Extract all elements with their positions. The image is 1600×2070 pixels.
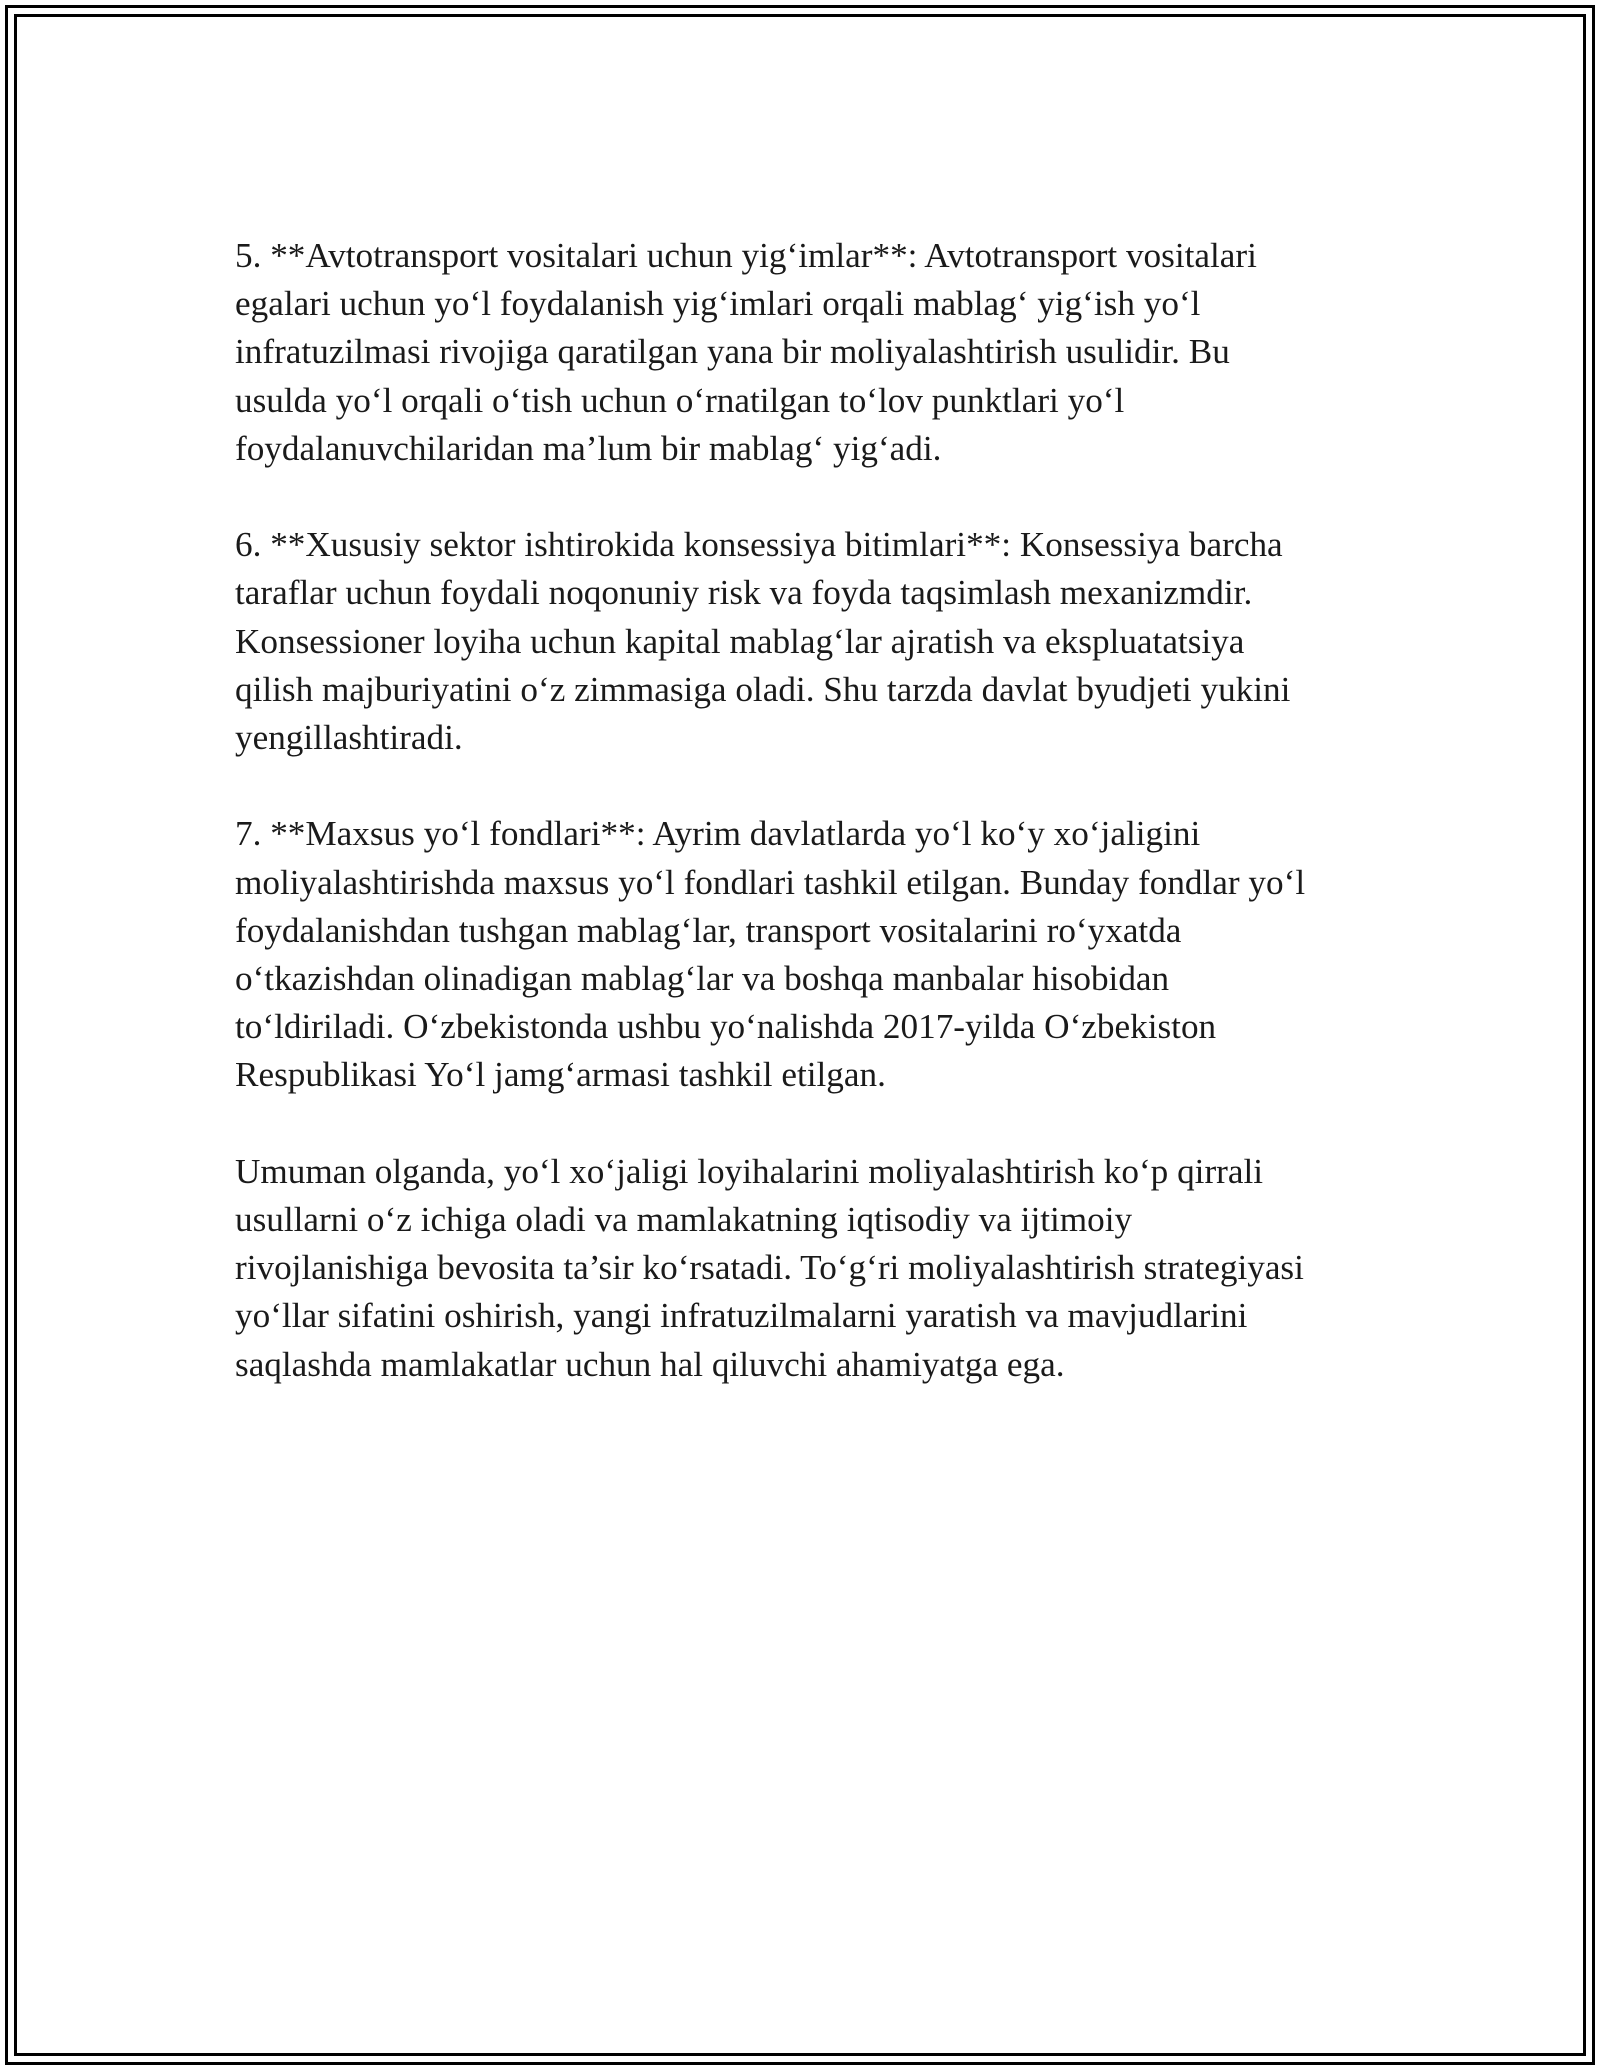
document-body — [235, 232, 1365, 1437]
paragraph-conclusion: Umuman olganda, yo‘l xo‘jaligi loyihalarini moliyalashtirish ko‘p qirrali usullarni o‘z ichiga oladi va mamlakatning iqtisodiy va ijtimoiy rivojlanishiga bevosita ta’sir ko‘rsatadi. To‘g‘ri moliyalashtirish strategiyasi yo‘llar sifatini oshirish, yangi infratuzilmalarni yaratish va mavjudlarini saqlashda mamlakatlar uchun hal qiluvchi ahamiyatga ega. — [235, 1151, 1304, 1384]
paragraph-vehicle-fees: 5. **Avtotransport vositalari uchun yig‘imlar**: Avtotransport vositalari egalari uchun yo‘l foydalanish yig‘imlari orqali mablag‘ yig‘ish yo‘l infratuzilmasi rivojiga qaratilgan yana bir moliyalashtirish usulidir. Bu usulda yo‘l orqali o‘tish uchun o‘rnatilgan to‘lov punktlari yo‘l foydalanuvchilaridan ma’lum bir mablag‘ yig‘adi. — [235, 236, 1257, 468]
paragraph-special-road-funds: 7. **Maxsus yo‘l fondlari**: Ayrim davlatlarda yo‘l ko‘y xo‘jaligini moliyalashtirishda maxsus yo‘l fondlari tashkil etilgan. Bunday fondlar yo‘l foydalanishdan tushgan mablag‘lar, transport vositalarini ro‘yxatda o‘tkazishdan olinadigan mablag‘lar va boshqa manbalar hisobidan to‘ldiriladi. O‘zbekistonda ushbu yo‘nalishda 2017-yilda O‘zbekiston Respublikasi Yo‘l jamg‘armasi tashkil etilgan. — [235, 814, 1306, 1095]
paragraph-concession-agreements: 6. **Xususiy sektor ishtirokida konsessiya bitimlari**: Konsessiya barcha taraflar uchun foydali noqonuniy risk va foyda taqsimlash mexanizmdir. Konsessioner loyiha uchun kapital mablag‘lar ajratish va ekspluatatsiya qilish majburiyatini o‘z zimmasiga oladi. Shu tarzda davlat byudjeti yukini yengillashtiradi. — [235, 525, 1291, 758]
